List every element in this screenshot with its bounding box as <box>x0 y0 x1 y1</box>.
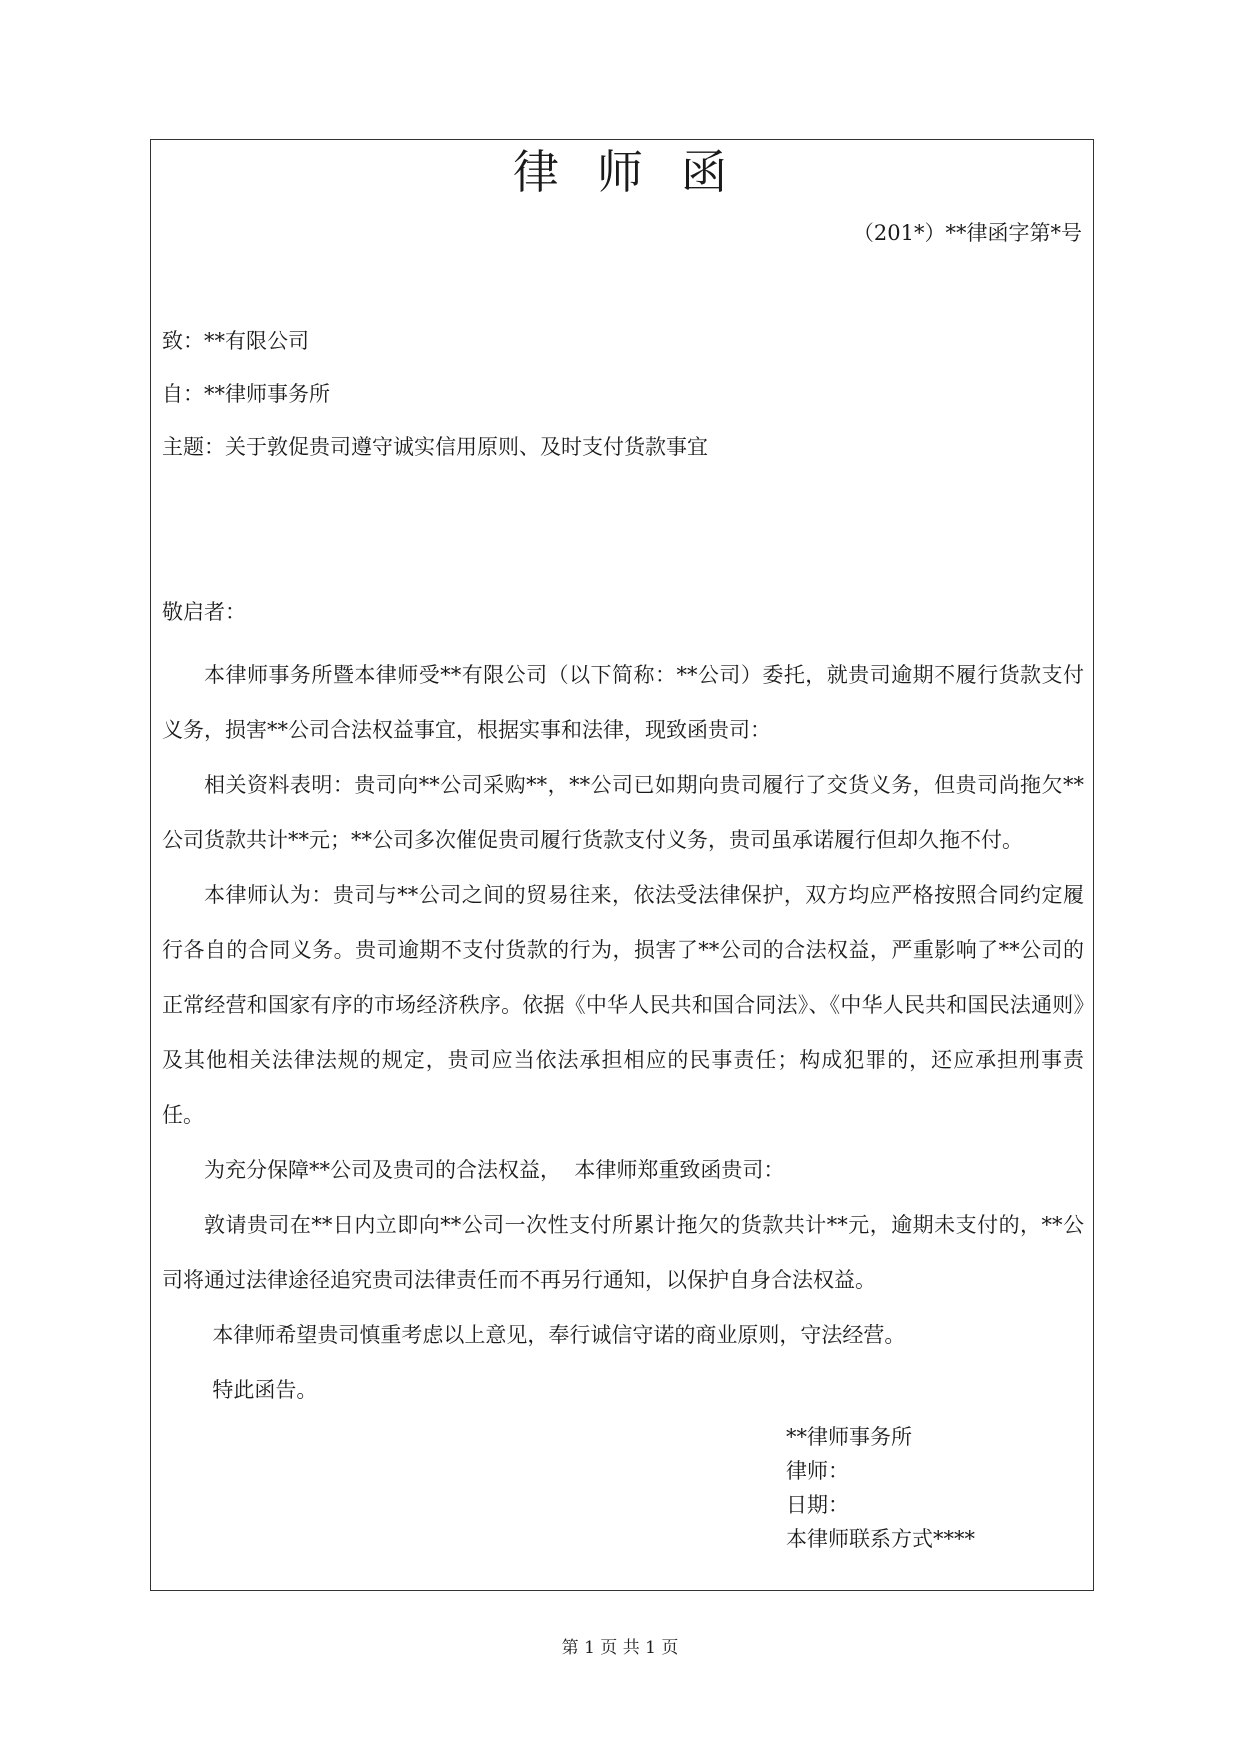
recipient-line: 致：**有限公司 <box>162 329 309 353</box>
signature-block <box>786 1420 975 1556</box>
body-paragraph: 特此函告。 <box>212 1378 318 1402</box>
document-number: （201*）**律函字第*号 <box>852 221 1082 245</box>
letter-body <box>162 648 1084 1418</box>
body-paragraph: 本律师认为：贵司与**公司之间的贸易往来，依法受法律保护，双方均应严格按照合同约定履行各自的合同义务。贵司逾期不支付货款的行为，损害了**公司的合法权益，严重影响了**公司的正常经营和国家有序的市场经济秩序。依据《中华人民共和国合同法》、《中华人民共和国民法通则》及其他相关法律法规的规定，贵司应当依法承担相应的民事责任；构成犯罪的，还应承担刑事责任。 <box>162 883 1084 1127</box>
greeting: 敬启者： <box>162 600 246 624</box>
body-paragraph: 本律师事务所暨本律师受**有限公司（以下简称：**公司）委托，就贵司逾期不履行货款支付义务，损害**公司合法权益事宜，根据实事和法律，现致函贵司： <box>162 663 1084 742</box>
signature-contact: 本律师联系方式**** <box>786 1527 975 1551</box>
body-paragraph: 敦请贵司在**日内立即向**公司一次性支付所累计拖欠的货款共计**元，逾期未支付的，**公司将通过法律途径追究贵司法律责任而不再另行通知，以保护自身合法权益。 <box>162 1213 1084 1292</box>
sender-line: 自：**律师事务所 <box>162 382 330 406</box>
signature-lawyer: 律师： <box>786 1459 849 1483</box>
body-paragraph: 相关资料表明：贵司向**公司采购**，**公司已如期向贵司履行了交货义务，但贵司尚拖欠**公司货款共计**元；**公司多次催促贵司履行货款支付义务，贵司虽承诺履行但却久拖不付。 <box>162 773 1084 852</box>
signature-date: 日期： <box>786 1493 849 1517</box>
body-paragraph: 本律师希望贵司慎重考虑以上意见，奉行诚信守诺的商业原则，守法经营。 <box>212 1323 906 1347</box>
subject-line: 主题：关于敦促贵司遵守诚实信用原则、及时支付货款事宜 <box>162 435 708 459</box>
page-footer: 第 1 页 共 1 页 <box>561 1638 679 1658</box>
signature-firm: **律师事务所 <box>786 1425 912 1449</box>
letter-title: 律师函 <box>513 145 765 199</box>
body-paragraph: 为充分保障**公司及贵司的合法权益， 本律师郑重致函贵司： <box>204 1158 785 1182</box>
